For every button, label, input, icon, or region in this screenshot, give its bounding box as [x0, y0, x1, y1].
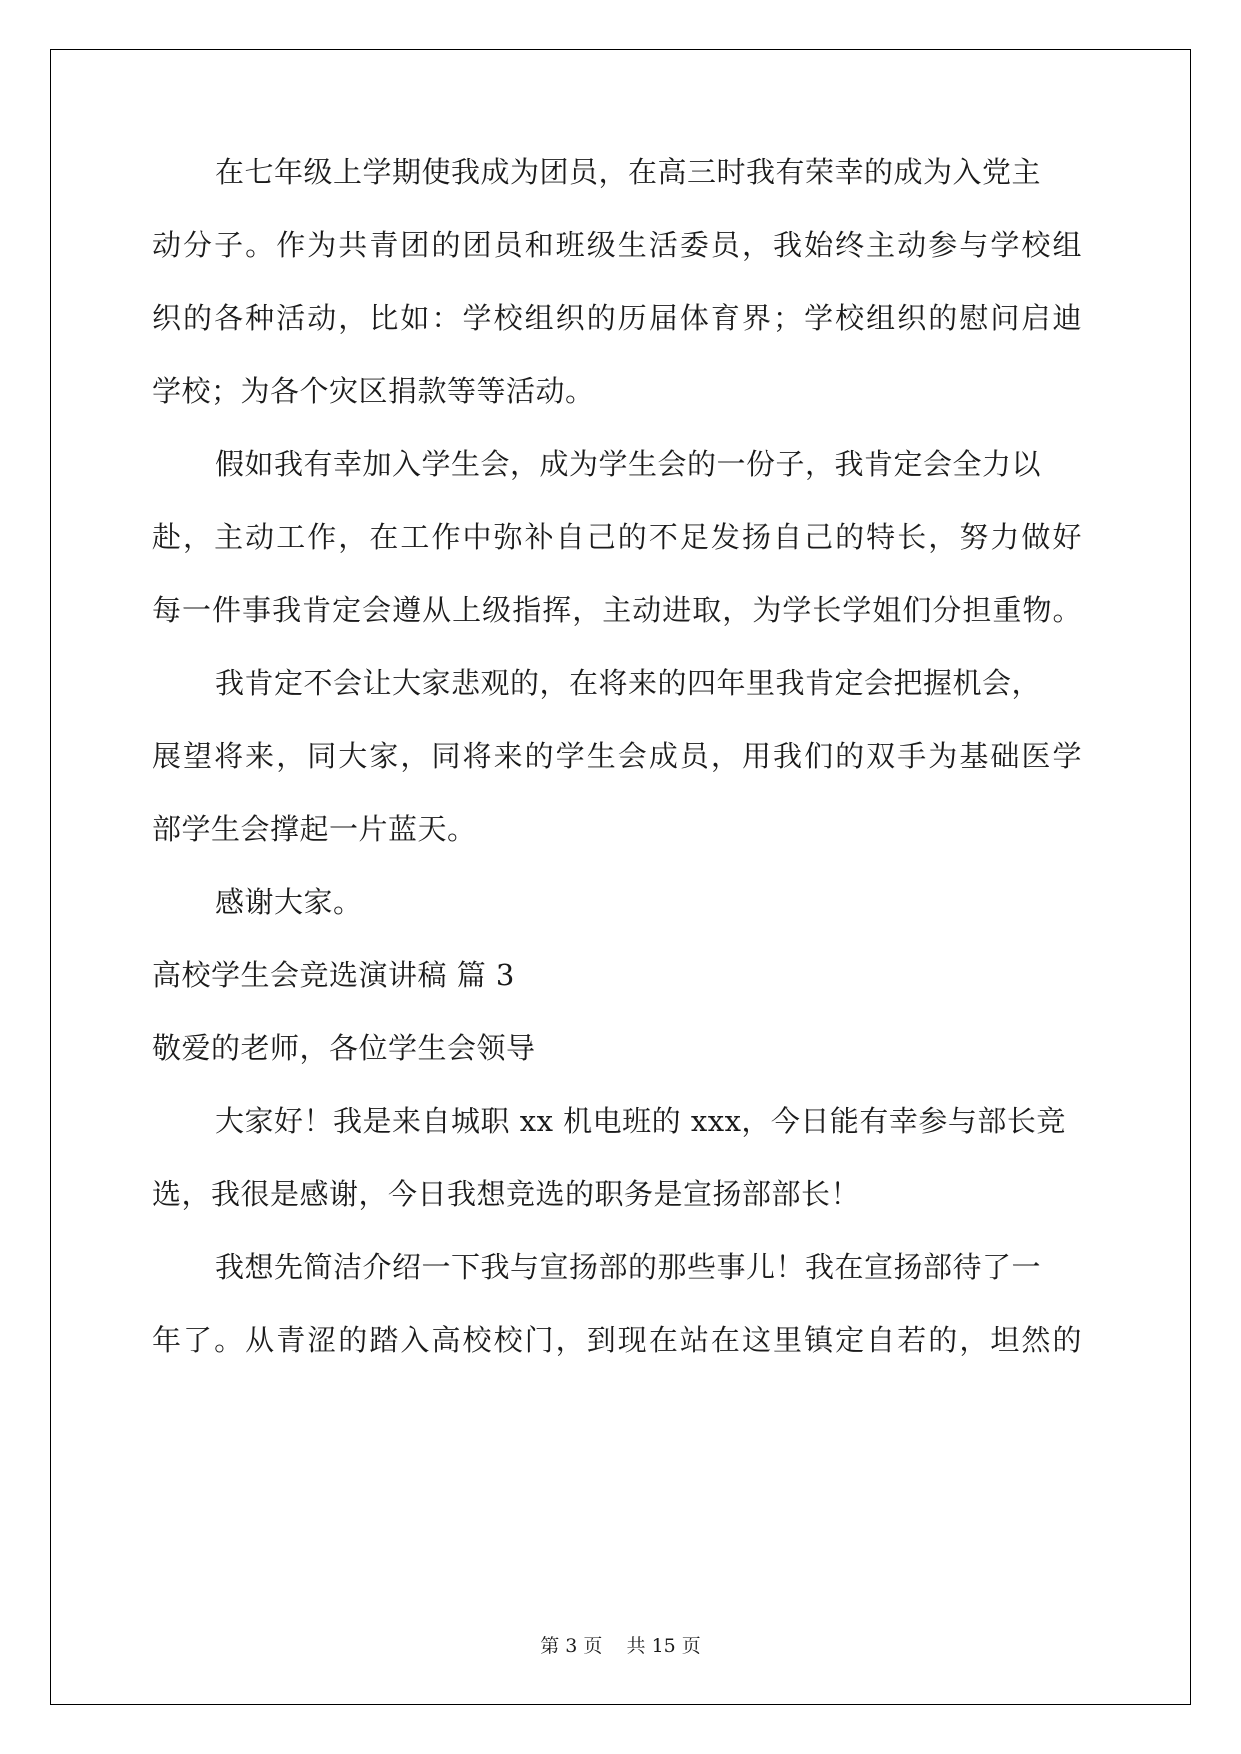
paragraph-line: 选，我很是感谢，今日我想竞选的职务是宣扬部部长！ — [152, 1177, 861, 1211]
paragraph-line: 展望将来，同大家，同将来的学生会成员，用我们的双手为基础医学 — [152, 739, 1082, 773]
paragraph-line: 我肯定不会让大家悲观的，在将来的四年里我肯定会把握机会， — [215, 666, 1042, 700]
paragraph-line: 每一件事我肯定会遵从上级指挥，主动进取，为学长学姐们分担重物。 — [152, 593, 1082, 627]
paragraph-line: 年了。从青涩的踏入高校校门，到现在站在这里镇定自若的，坦然的 — [152, 1323, 1082, 1357]
paragraph-line: 在七年级上学期使我成为团员，在高三时我有荣幸的成为入党主 — [215, 155, 1042, 189]
paragraph-line: 部学生会撑起一片蓝天。 — [152, 812, 477, 846]
salutation: 敬爱的老师，各位学生会领导 — [152, 1031, 536, 1065]
paragraph-line: 我想先简洁介绍一下我与宣扬部的那些事儿！我在宣扬部待了一 — [215, 1250, 1042, 1284]
paragraph-line: 动分子。作为共青团的团员和班级生活委员，我始终主动参与学校组 — [152, 228, 1082, 262]
paragraph-line: 织的各种活动，比如：学校组织的历届体育界；学校组织的慰问启迪 — [152, 301, 1082, 335]
page-number: 第 3 页 — [540, 1635, 603, 1657]
paragraph-line: 学校；为各个灾区捐款等等活动。 — [152, 374, 595, 408]
paragraph-line: 假如我有幸加入学生会，成为学生会的一份子，我肯定会全力以 — [215, 447, 1042, 481]
page-footer — [0, 1634, 1241, 1658]
paragraph-line: 大家好！我是来自城职 xx 机电班的 xxx，今日能有幸参与部长竞 — [215, 1104, 1066, 1138]
closing-line: 感谢大家。 — [215, 885, 363, 919]
section-heading: 高校学生会竞选演讲稿 篇 3 — [152, 958, 515, 992]
paragraph-line: 赴，主动工作，在工作中弥补自己的不足发扬自己的特长，努力做好 — [152, 520, 1082, 554]
footer-gap — [602, 1635, 626, 1657]
page-total: 共 15 页 — [626, 1635, 701, 1657]
